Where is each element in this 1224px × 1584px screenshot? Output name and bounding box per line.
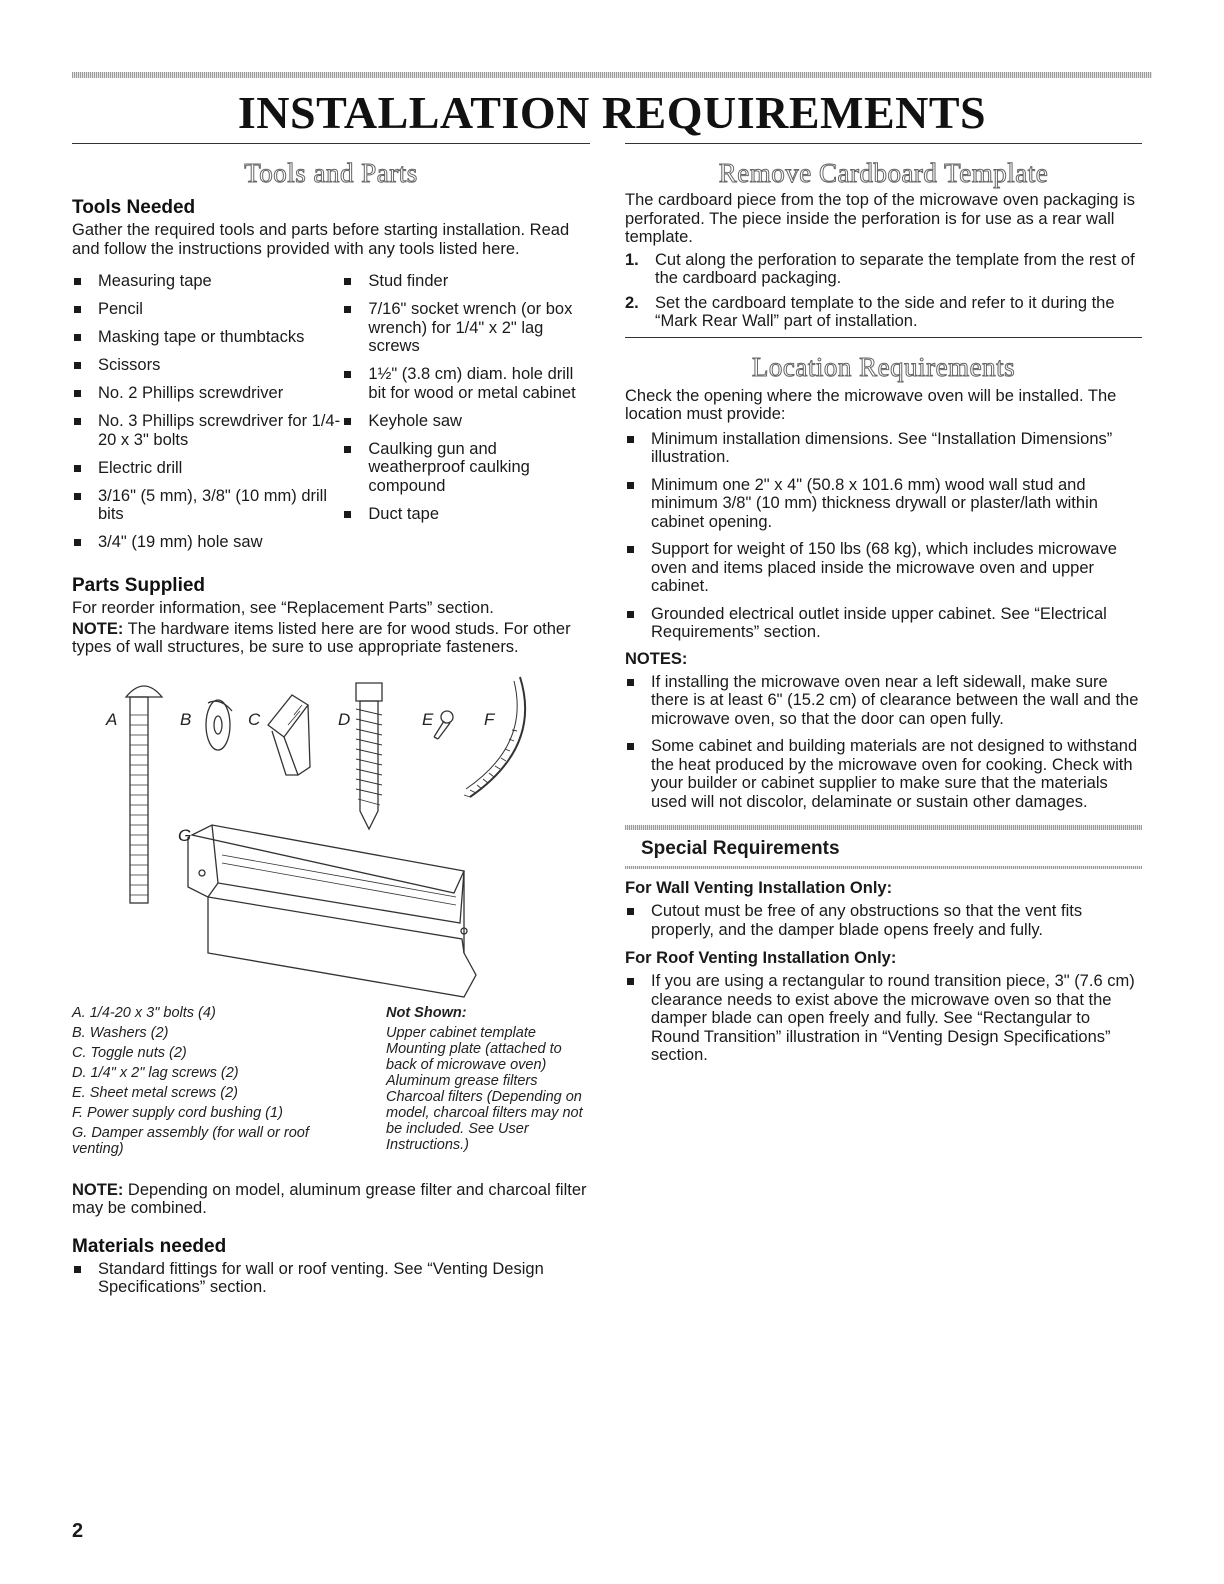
list-item: 7/16" socket wrench (or box wrench) for 1/4" x 2" lag screws (342, 300, 590, 356)
not-shown-item: Upper cabinet template (386, 1024, 536, 1041)
section-title-location-requirements: Location Requirements (751, 351, 1016, 382)
materials-needed-heading: Materials needed (72, 1235, 227, 1257)
list-item: Pencil (72, 300, 342, 319)
lag-screw-illustration (356, 683, 382, 829)
list-item: Some cabinet and building materials are not designed to withstand the heat produced by the microwave oven for cooking. Check with your builder or cabinet supplier to make sure that the materials used will not discolor, delaminate or sustain other damages. (625, 737, 1142, 811)
tools-list-left (72, 272, 342, 561)
step-text: Set the cardboard template to the side and refer to it during the “Mark Rear Wall” part of installation. (655, 293, 1115, 330)
location-list (625, 430, 1142, 642)
step-item (625, 251, 1142, 288)
section-title-tools-and-parts: Tools and Parts (244, 158, 418, 188)
location-intro: Check the opening where the microwave oven will be installed. The location must provide: (625, 386, 1117, 423)
list-item: Caulking gun and weatherproof caulking compound (342, 440, 590, 496)
wall-venting-heading: For Wall Venting Installation Only: (625, 879, 893, 897)
remove-template-intro: The cardboard piece from the top of the microwave oven packaging is perforated. The piece inside the perforation is for use as a rear wall template. (625, 191, 1135, 246)
illustration-label-c: C (248, 709, 261, 729)
parts-illustration (72, 675, 590, 1005)
step-number: 2. (625, 293, 639, 312)
special-requirements-heading: Special Requirements (641, 838, 840, 859)
left-column (72, 143, 590, 1297)
list-item: 1½" (3.8 cm) diam. hole drill bit for wood or metal cabinet (342, 365, 590, 402)
tools-list (72, 272, 590, 561)
note-text: The hardware items listed here are for wood studs. For other types of wall structures, be sure to use appropriate fasteners. (72, 619, 571, 656)
special-requirements-divider (625, 825, 1142, 830)
illustration-label-g: G (178, 825, 192, 845)
parts-legend-list (72, 1005, 386, 1161)
not-shown-item: Aluminum grease filters (386, 1072, 538, 1089)
section-divider (625, 143, 1142, 144)
tools-needed-intro: Gather the required tools and parts before starting installation. Read and follow the instructions provided with any tools listed here. (72, 221, 570, 258)
list-item: Support for weight of 150 lbs (68 kg), which includes microwave oven and items placed inside the microwave oven and upper cabinet. (625, 540, 1142, 596)
washer-illustration (206, 700, 232, 750)
step-item (625, 294, 1142, 331)
parts-legend (72, 1005, 590, 1161)
step-number: 1. (625, 250, 639, 269)
top-divider (72, 72, 1152, 78)
page-title: INSTALLATION REQUIREMENTS (237, 87, 987, 138)
list-item: No. 3 Phillips screwdriver for 1/4-20 x 3" bolts (72, 412, 342, 449)
list-item: No. 2 Phillips screwdriver (72, 384, 342, 403)
parts-supplied-intro: For reorder information, see “Replacement Parts” section. (72, 599, 494, 617)
notes-list (625, 673, 1142, 812)
legend-item: G. Damper assembly (for wall or roof venting) (72, 1124, 309, 1157)
legend-item: F. Power supply cord bushing (1) (72, 1104, 283, 1121)
list-item: Measuring tape (72, 272, 342, 291)
list-item: Keyhole saw (342, 412, 590, 431)
list-item: 3/4" (19 mm) hole saw (72, 533, 342, 552)
special-requirements-divider (625, 866, 1142, 869)
list-item: Minimum one 2" x 4" (50.8 x 101.6 mm) wood wall stud and minimum 3/8" (10 mm) thickness drywall or plaster/lath within cabinet opening. (625, 476, 1142, 532)
bolt-illustration (126, 686, 162, 903)
parts-drawing (72, 675, 590, 1005)
list-item: Standard fittings for wall or roof venting. See “Venting Design Specifications” section. (72, 1260, 590, 1297)
damper-assembly-illustration (188, 825, 476, 997)
legend-item: C. Toggle nuts (2) (72, 1044, 187, 1061)
bushing-illustration (464, 677, 525, 797)
remove-template-steps (625, 251, 1142, 331)
legend-item: E. Sheet metal screws (2) (72, 1084, 238, 1101)
step-text: Cut along the perforation to separate the template from the rest of the cardboard packaging. (655, 250, 1135, 287)
list-item: 3/16" (5 mm), 3/8" (10 mm) drill bits (72, 487, 342, 524)
list-item: Minimum installation dimensions. See “Installation Dimensions” illustration. (625, 430, 1142, 467)
notes-heading: NOTES: (625, 649, 688, 668)
not-shown-item: Mounting plate (attached to back of microwave oven) (386, 1040, 562, 1073)
illustration-label-b: B (180, 709, 192, 729)
section-divider (72, 143, 590, 144)
illustration-label-e: E (422, 709, 434, 729)
list-item: Stud finder (342, 272, 590, 291)
parts-supplied-heading: Parts Supplied (72, 575, 206, 596)
note-label: NOTE: (72, 619, 124, 638)
list-item: Duct tape (342, 505, 590, 524)
roof-venting-list (625, 972, 1142, 1065)
list-item: If installing the microwave oven near a left sidewall, make sure there is at least 6" (15.2 cm) of clearance between the wall and the microwave oven, so that the door can open fully. (625, 673, 1142, 729)
sheet-metal-screw-illustration (434, 711, 453, 739)
list-item: Electric drill (72, 459, 342, 478)
tools-list-right (342, 272, 590, 561)
not-shown-list (386, 1005, 586, 1161)
list-item: If you are using a rectangular to round transition piece, 3" (7.6 cm) clearance needs to exist above the microwave oven so that the damper blade can open freely and fully. See “Rectangular to Round Transition” illustration in “Venting Design Specifications” section. (625, 972, 1142, 1065)
list-item: Masking tape or thumbtacks (72, 328, 342, 347)
note-text: Depending on model, aluminum grease filter and charcoal filter may be combined. (72, 1180, 587, 1217)
page-number: 2 (72, 1520, 84, 1542)
toggle-nut-illustration (268, 695, 310, 775)
materials-list (72, 1260, 590, 1297)
parts-note (72, 620, 590, 657)
not-shown-item: Charcoal filters (Depending on model, charcoal filters may not be included. See User Instructions.) (386, 1088, 583, 1153)
roof-venting-heading: For Roof Venting Installation Only: (625, 949, 897, 967)
legend-item: D. 1/4" x 2" lag screws (2) (72, 1064, 239, 1081)
illustration-label-f: F (484, 709, 495, 729)
note-label: NOTE: (72, 1180, 124, 1199)
list-item: Grounded electrical outlet inside upper cabinet. See “Electrical Requirements” section. (625, 605, 1142, 642)
illustration-label-d: D (338, 709, 351, 729)
parts-note-2 (72, 1181, 590, 1218)
section-divider (625, 337, 1142, 338)
right-column (625, 143, 1142, 1065)
legend-item: B. Washers (2) (72, 1024, 169, 1041)
list-item: Scissors (72, 356, 342, 375)
wall-venting-list (625, 902, 1142, 939)
tools-needed-heading: Tools Needed (72, 197, 196, 218)
illustration-label-a: A (106, 709, 118, 729)
list-item: Cutout must be free of any obstructions so that the vent fits properly, and the damper blade opens freely and fully. (625, 902, 1142, 939)
section-title-remove-template: Remove Cardboard Template (718, 158, 1049, 188)
not-shown-heading: Not Shown: (386, 1004, 467, 1021)
legend-item: A. 1/4-20 x 3" bolts (4) (72, 1004, 216, 1021)
